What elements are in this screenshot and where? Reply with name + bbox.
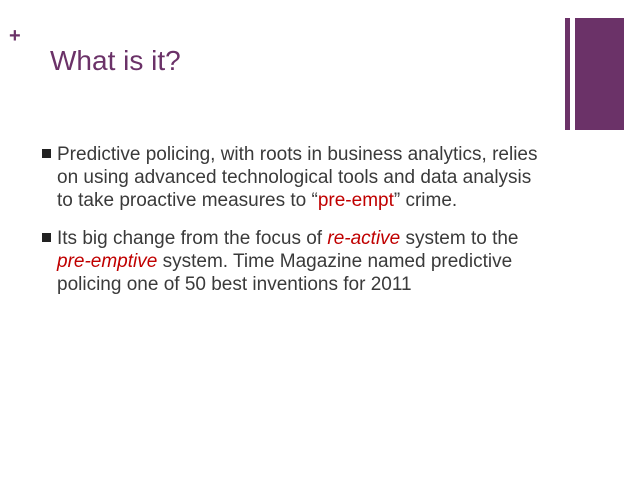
highlighted-term: pre-emptive	[57, 251, 158, 272]
bullet-text: ” crime.	[393, 190, 458, 211]
highlighted-term: pre-empt	[317, 190, 394, 211]
accent-bar-thin	[565, 18, 570, 130]
bullet-item	[42, 143, 542, 212]
bullet-text: Predictive policing, with roots in business analytics, relies on using advanced technological tools and data analysis to take proactive measures to “	[57, 144, 538, 211]
bullet-list	[42, 143, 542, 311]
highlighted-term: re-active	[327, 228, 401, 249]
square-bullet-icon	[42, 233, 51, 242]
slide-title: What is it?	[50, 45, 181, 76]
square-bullet-icon	[42, 149, 51, 158]
accent-bar-thick	[575, 18, 624, 130]
bullet-text: Its big change from the focus of	[57, 228, 328, 249]
bullet-item	[42, 227, 542, 296]
bullet-text: system. Time Magazine named predictive policing one of 50 best inventions for 2011	[57, 251, 513, 295]
plus-icon: +	[9, 25, 21, 47]
bullet-text: system to the	[400, 228, 519, 249]
